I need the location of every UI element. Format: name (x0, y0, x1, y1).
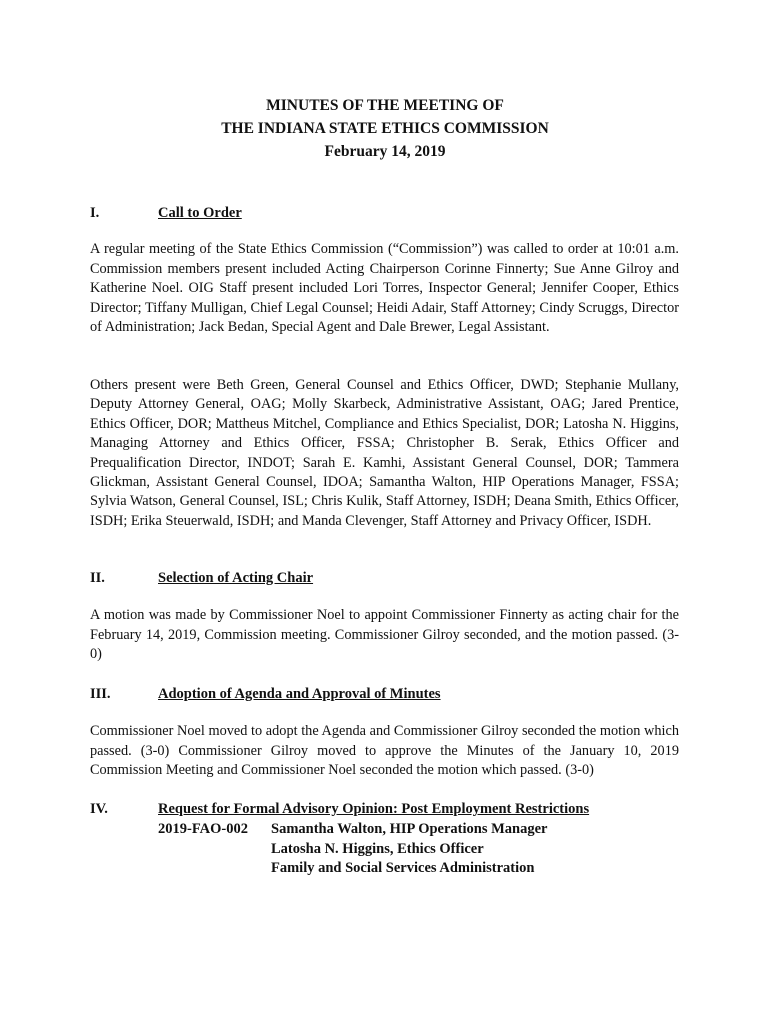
section-heading-formal-advisory-opinion (90, 799, 589, 819)
title-line-1: MINUTES OF THE MEETING OF (266, 97, 504, 114)
section-number: II. (90, 570, 105, 586)
fao-code: 2019-FAO-002 (158, 821, 248, 837)
section-number: IV. (90, 801, 108, 817)
section-number: I. (90, 205, 100, 221)
call-to-order-paragraph-1: A regular meeting of the State Ethics Commission (“Commission”) was called to order at 10:01 a.m. Commission members present included Acting Chairperson Corinne Finnerty; Sue Anne Gilroy and Katherine Noel. OIG Staff present included Lori Torres, Inspector General; Jennifer Cooper, Ethics Director; Tiffany Mulligan, Chief Legal Counsel; Heidi Adair, Staff Attorney; Cindy Scruggs, Director of Administration; Jack Bedan, Special Agent and Dale Brewer, Legal Assistant. (90, 241, 679, 336)
fao-requestor-line-1: Samantha Walton, HIP Operations Manager (271, 821, 548, 837)
section-title: Selection of Acting Chair (158, 570, 314, 586)
fao-entry (158, 819, 547, 839)
section-number: III. (90, 686, 111, 702)
section-title: Adoption of Agenda and Approval of Minutes (158, 686, 441, 702)
document-title (0, 94, 770, 163)
section-heading-selection-of-acting-chair (90, 568, 313, 588)
fao-requestor-line-2: Latosha N. Higgins, Ethics Officer (271, 841, 484, 857)
call-to-order-paragraph-2: Others present were Beth Green, General Counsel and Ethics Officer, DWD; Stephanie Mullany, Deputy Attorney General, OAG; Molly Skarbeck, Administrative Assistant, OAG; Jared Prentice, Ethics Officer, DOR; Mattheus Mitchel, Compliance and Ethics Specialist, DOR; Latosha N. Higgins, Managing Attorney and Ethics Officer, FSSA; Christopher B. Serak, Ethics Officer and Prequalification Director, INDOT; Sarah E. Kamhi, Assistant General Counsel, DOR; Tammera Glickman, Assistant General Counsel, IDOA; Samantha Walton, HIP Operations Manager, FSSA; Sylvia Watson, General Counsel, ISL; Chris Kulik, Staff Attorney, ISDH; Deana Smith, Ethics Officer, ISDH; Erika Steuerwald, ISDH; and Manda Clevenger, Staff Attorney and Privacy Officer, ISDH. (90, 377, 679, 529)
section-heading-call-to-order (90, 203, 242, 223)
agenda-minutes-paragraph: Commissioner Noel moved to adopt the Agenda and Commissioner Gilroy seconded the motion which passed. (3-0) Commissioner Gilroy moved to approve the Minutes of the January 10, 2019 Commission Meeting and Commissioner Noel seconded the motion which passed. (3-0) (90, 723, 679, 779)
acting-chair-paragraph: A motion was made by Commissioner Noel to appoint Commissioner Finnerty as acting chair for the February 14, 2019, Commission meeting. Commissioner Gilroy seconded, and the motion passed. (3-0) (90, 607, 679, 663)
title-line-2: THE INDIANA STATE ETHICS COMMISSION (221, 120, 549, 137)
fao-agency-line: Family and Social Services Administration (271, 860, 535, 876)
meeting-date: February 14, 2019 (324, 143, 446, 160)
section-title: Request for Formal Advisory Opinion: Post Employment Restrictions (158, 801, 590, 817)
section-title: Call to Order (158, 205, 242, 221)
section-heading-agenda-and-minutes (90, 684, 441, 704)
